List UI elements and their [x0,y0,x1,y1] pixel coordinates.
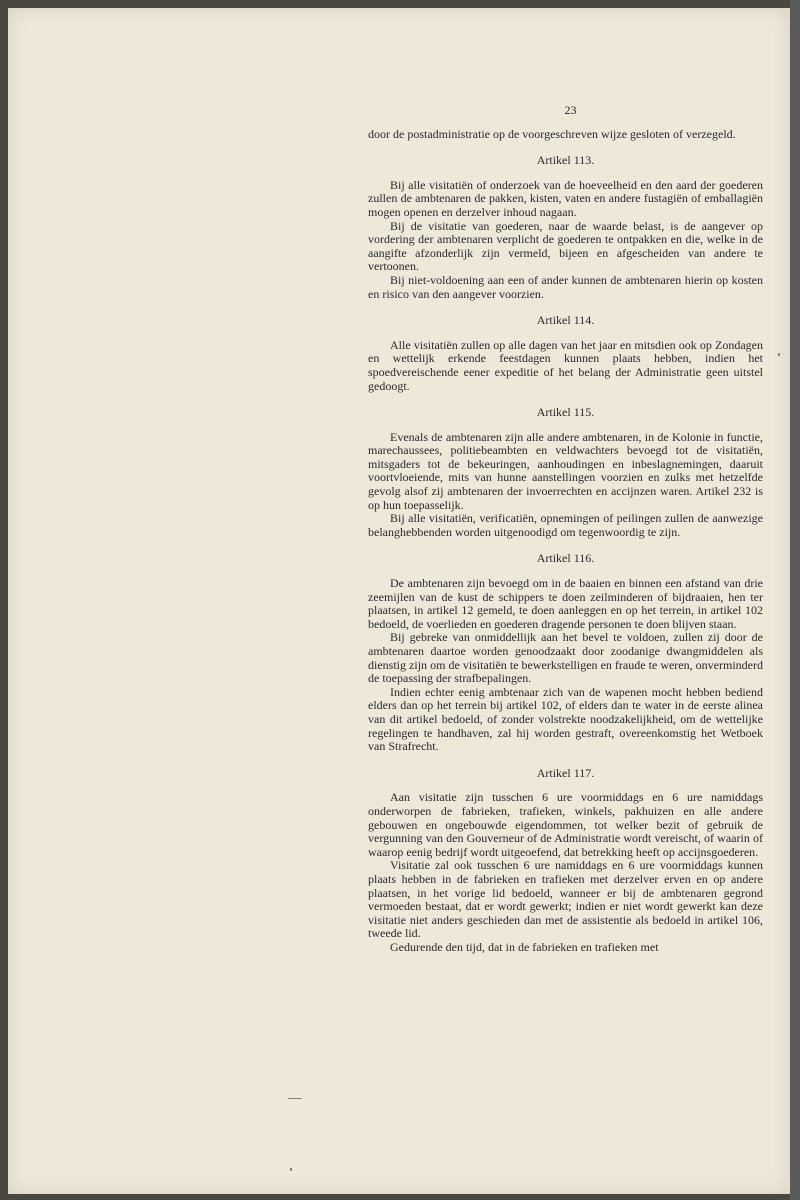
article-heading: Artikel 115. [536,405,595,420]
article-heading: Artikel 114. [536,313,595,328]
scanned-page [8,8,790,1194]
article-heading: Artikel 113. [536,153,595,168]
paragraph: Indien echter eenig ambtenaar zich van de wapenen mocht hebben bediend elders dan op het terrein bij artikel 102, of elders dan te water in de eerste alinea van dit artikel bedoeld, of zonder volstrekte noodzakelijkheid, om de wettelijke regelingen te handhaven, zal hij worden gestraft, overeenkomstig het Wetboek van Strafrecht. [368,684,763,754]
intro-paragraph: door de postadministratie op de voorgeschreven wijze gesloten of verzegeld. [368,126,736,141]
paragraph: De ambtenaren zijn bevoegd om in de baaien en binnen een afstand van drie zeemijlen van de kust de schippers te doen zeilminderen of bijdraaien, hen ter plaatsen, in artikel 12 gemeld, te doen aanleggen en op het terrein, in artikel 102 bedoeld, de voerlieden en goederen dragende personen te doen blijven staan. [368,576,763,631]
article-114 [368,314,763,393]
paragraph: Alle visitatiën zullen op alle dagen van het jaar en mitsdien ook op Zondagen en wettelijk erkende feestdagen kunnen plaats hebben, indien het spoedvereischende eener expeditie of het belang der Administratie geen uitstel gedoogt. [368,337,763,393]
scan-speck [288,1098,302,1099]
page-number: 23 [564,103,577,117]
text-column [368,104,763,954]
article-heading: Artikel 116. [536,551,595,566]
paragraph: Bij niet-voldoening aan een of ander kunnen de ambtenaren hierin op kosten en risico van den aangever voorzien. [368,272,763,301]
scan-border [790,0,800,1200]
article-117 [368,767,763,955]
paragraph: Evenals de ambtenaren zijn alle andere ambtenaren, in de Kolonie in functie, marechaussees, politiebeambten en veldwachters bevoegd tot de visitatiën, mitsgaders tot de bekeuringen, aanhoudingen en inbeslagnemingen, daaruit voortvloeiende, mits van hunne aanstellingen voorzien en zulks met hetzelfde gevolg alsof zij ambtenaren der invoerrechten en accijnzen waren. Artikel 232 is op hun toepasselijk. [368,429,763,512]
article-115 [368,406,763,539]
article-116 [368,552,763,753]
article-heading: Artikel 117. [536,765,595,780]
paragraph: Bij alle visitatiën, verificatiën, opnemingen of peilingen zullen de aanwezige belanghebbenden worden uitgenoodigd om tegenwoordig te zijn. [368,511,763,539]
paragraph: Aan visitatie zijn tusschen 6 ure voormiddags en 6 ure namiddags onderworpen de fabrieken, trafieken, winkels, pakhuizen en alle andere gebouwen en ongebouwde eigendommen, tot welker bezit of gebruik de vergunning van den Gouverneur of de Administratie wordt vereischt, of waarin of waarop eenig bedrijf wordt uitgeoefend, dat betrekking heeft op accijnsgoederen. [368,790,763,859]
paragraph: Bij de visitatie van goederen, naar de waarde belast, is de aangever op vordering der ambtenaren verplicht de goederen te ontpakken en die, welke in de aangifte afzonderlijk zijn vermeld, bijeen en afgescheiden van andere te vertoonen. [368,218,763,274]
article-113 [368,154,763,301]
paragraph: Gedurende den tijd, dat in de fabrieken en trafieken met [390,939,659,954]
paragraph: Visitatie zal ook tusschen 6 ure namiddags en 6 ure voormiddags kunnen plaats hebben in de fabrieken en trafieken met derzelver erven en op andere plaatsen, in het vorige lid bedoeld, wanneer er bij de ambtenaren gegrond vermoeden bestaat, dat er wordt gewerkt; indien er niet wordt gewerkt kan deze visitatie niet anders geschieden dan met de assistentie als bedoeld in artikel 106, tweede lid. [368,858,763,941]
scan-speck [290,1168,292,1171]
paragraph: Bij alle visitatiën of onderzoek van de hoeveelheid en den aard der goederen zullen de ambtenaren de pakken, kisten, vaten en andere fustagiën of emballagiën mogen openen en derzelver inhoud nagaan. [368,177,763,219]
paragraph: Bij gebreke van onmiddellijk aan het bevel te voldoen, zullen zij door de ambtenaren daartoe worden genoodzaakt door zoodanige dwangmiddelen als dienstig zijn om de visitatiën te bewerkstelligen en fraude te weren, onverminderd de toepassing der strafbepalingen. [368,630,763,686]
scan-speck [778,353,780,356]
